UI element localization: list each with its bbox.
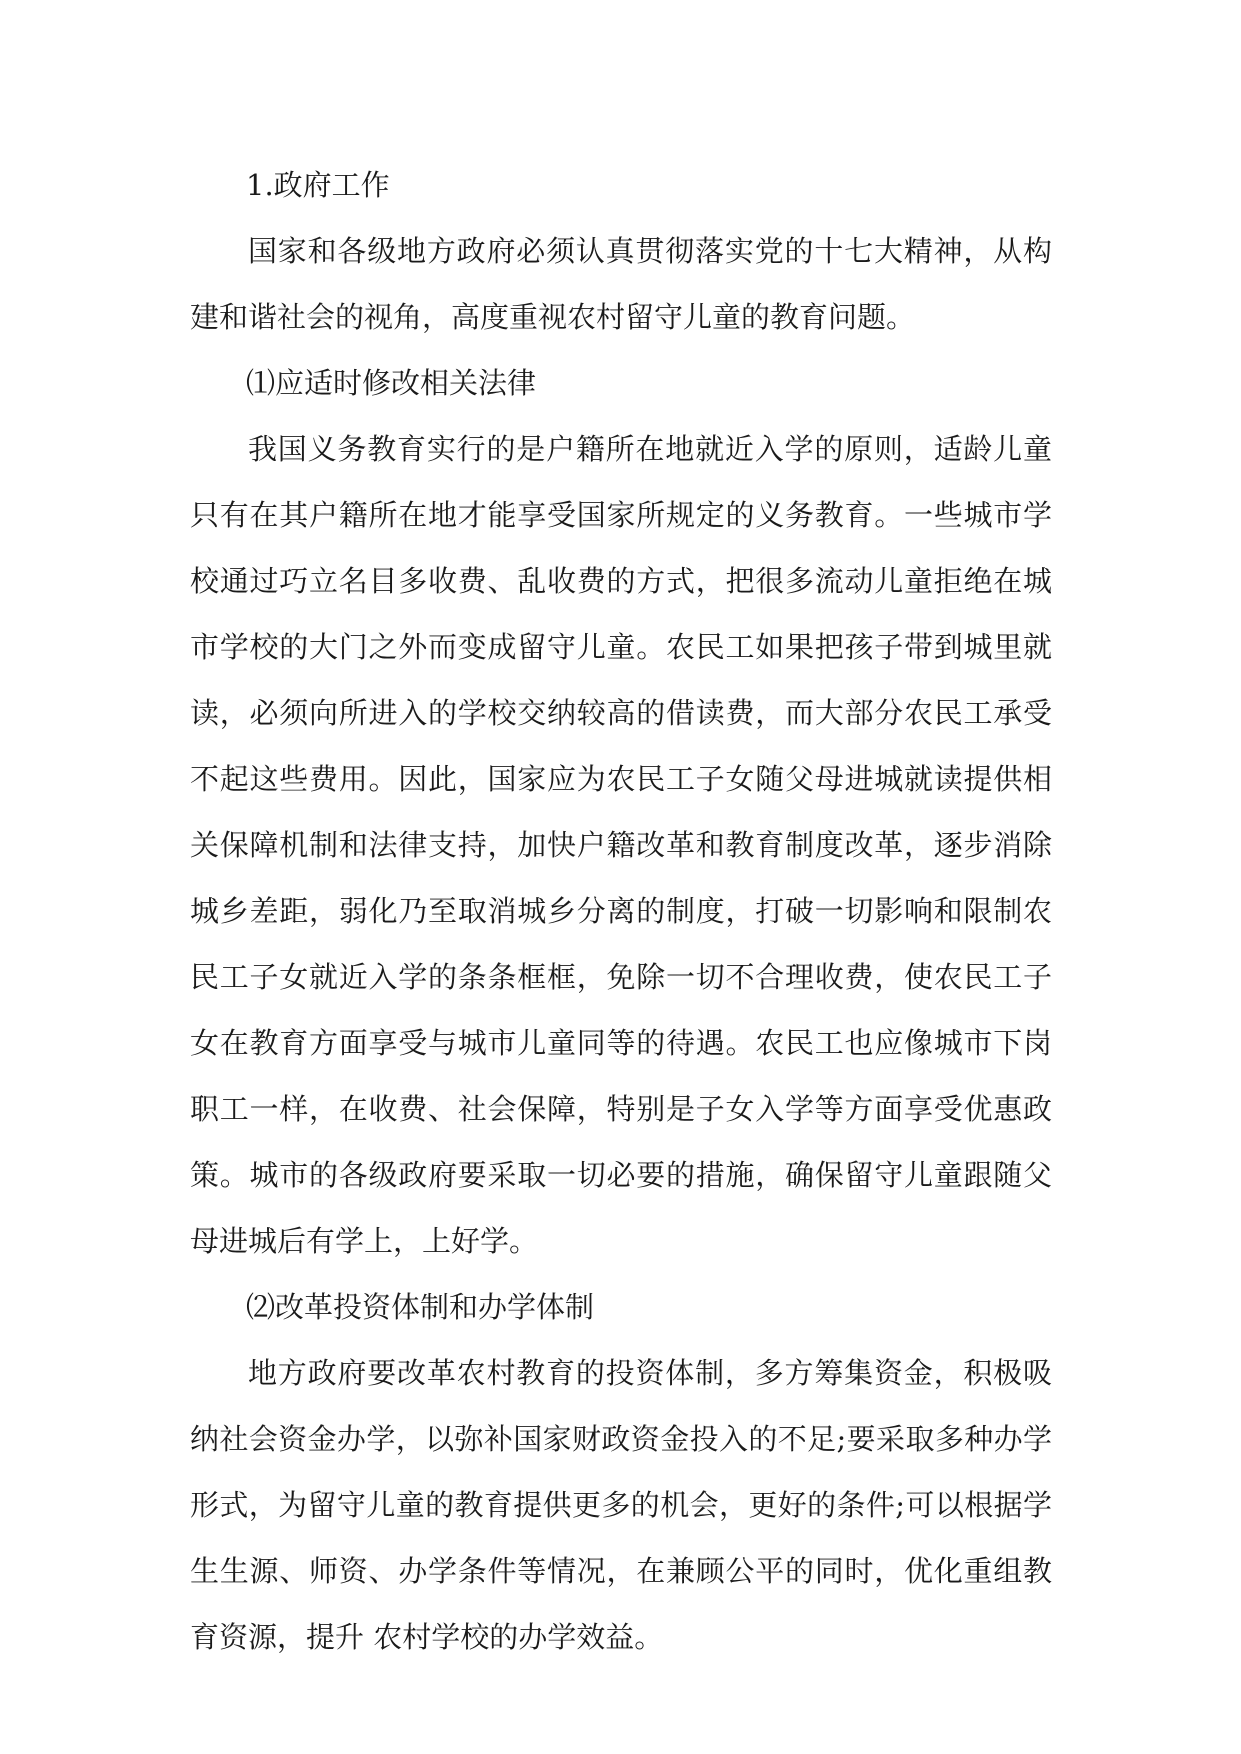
section-title: 1.政府工作 <box>246 168 390 202</box>
intro-paragraph: 国家和各级地方政府必须认真贯彻落实党的十七大精神，从构建和谐社会的视角，高度重视农村留守儿童的教育问题。 <box>190 234 1052 334</box>
subsection-2-paragraph: 地方政府要改革农村教育的投资体制，多方筹集资金，积极吸纳社会资金办学，以弥补国家财政资金投入的不足;要采取多种办学形式，为留守儿童的教育提供更多的机会，更好的条件;可以根据学生生源、师资、办学条件等情况，在兼顾公平的同时，优化重组教育资源，提升 农村学校的办学效益。 <box>190 1356 1052 1654</box>
subsection-2-title: ⑵改革投资体制和办学体制 <box>246 1290 595 1324</box>
subsection-1-paragraph: 我国义务教育实行的是户籍所在地就近入学的原则，适龄儿童只有在其户籍所在地才能享受国家所规定的义务教育。一些城市学校通过巧立名目多收费、乱收费的方式，把很多流动儿童拒绝在城市学校的大门之外而变成留守儿童。农民工如果把孩子带到城里就读，必须向所进入的学校交纳较高的借读费，而大部分农民工承受不起这些费用。因此，国家应为农民工子女随父母进城就读提供相关保障机制和法律支持，加快户籍改革和教育制度改革，逐步消除城乡差距，弱化乃至取消城乡分离的制度，打破一切影响和限制农民工子女就近入学的条条框框，免除一切不合理收费，使农民工子女在教育方面享受与城市儿童同等的待遇。农民工也应像城市下岗职工一样，在收费、社会保障，特别是子女入学等方面享受优惠政策。城市的各级政府要采取一切必要的措施，确保留守儿童跟随父母进城后有学上，上好学。 <box>190 432 1052 1258</box>
document-body <box>190 152 1052 1670</box>
subsection-1-title: ⑴应适时修改相关法律 <box>246 366 537 400</box>
